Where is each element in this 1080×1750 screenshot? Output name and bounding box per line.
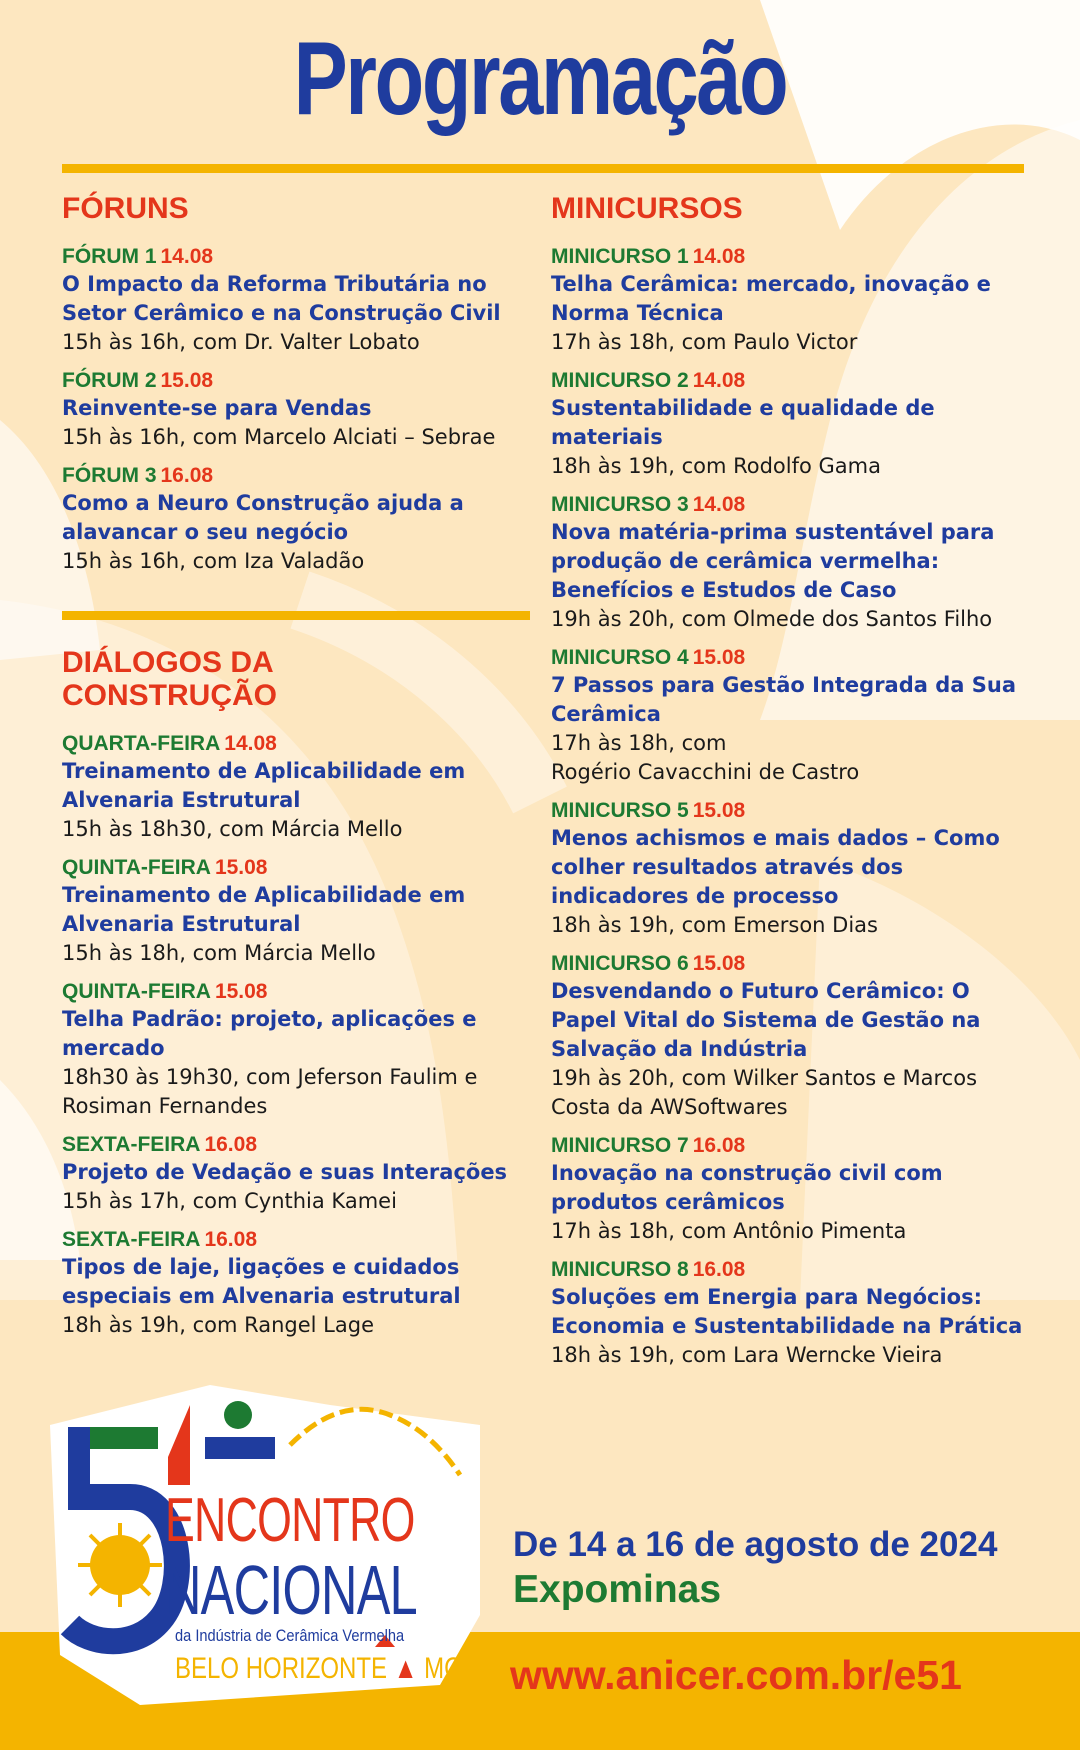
forum-item	[62, 462, 532, 576]
item-label: MINICURSO 7	[551, 1134, 689, 1157]
item-head	[551, 950, 1031, 977]
item-date: 16.08	[204, 1133, 258, 1156]
item-info: 18h às 19h, com Emerson Dias	[551, 913, 878, 937]
logo-line-nacional: NACIONAL	[165, 1551, 417, 1629]
item-head	[62, 243, 532, 270]
item-label: QUINTA-FEIRA	[62, 856, 211, 879]
item-title: Sustentabilidade e qualidade de materiais	[551, 396, 935, 449]
logo-city: BELO HORIZONTE ▲ MG	[175, 1652, 463, 1685]
item-info: 15h às 16h, com Dr. Valter Lobato	[62, 330, 420, 354]
item-title: Treinamento de Aplicabilidade em Alvenaria Estrutural	[62, 883, 466, 936]
foruns-heading: FÓRUNS	[62, 192, 189, 225]
minicurso-item	[551, 950, 1031, 1122]
item-head	[62, 367, 532, 394]
logo-subtitle: da Indústria de Cerâmica Vermelha	[175, 1626, 405, 1645]
item-info: 18h às 19h, com Lara Werncke Vieira	[551, 1343, 943, 1367]
item-info: 18h às 19h, com Rangel Lage	[62, 1313, 374, 1337]
item-title: Telha Cerâmica: mercado, inovação e Norma Técnica	[551, 272, 991, 325]
item-date: 15.08	[692, 646, 746, 669]
item-title: 7 Passos para Gestão Integrada da Sua Cerâmica	[551, 673, 1017, 726]
item-label: QUARTA-FEIRA	[62, 732, 221, 755]
item-head	[62, 730, 532, 757]
item-head	[551, 367, 1031, 394]
item-date: 16.08	[692, 1258, 746, 1281]
minicurso-item	[551, 797, 1031, 940]
dialogo-item	[62, 1226, 532, 1340]
foruns-section	[62, 192, 532, 586]
item-head	[62, 854, 532, 881]
item-info: 18h às 19h, com Rodolfo Gama	[551, 454, 881, 478]
item-head	[551, 1256, 1031, 1283]
item-head	[62, 462, 532, 489]
item-title: Soluções em Energia para Negócios: Economia e Sustentabilidade na Prática	[551, 1285, 1023, 1338]
item-head	[551, 491, 1031, 518]
item-date: 14.08	[160, 245, 214, 268]
dialogo-item	[62, 978, 532, 1121]
item-head	[62, 978, 532, 1005]
item-label: SEXTA-FEIRA	[62, 1133, 201, 1156]
item-date: 16.08	[160, 464, 214, 487]
item-title: Menos achismos e mais dados – Como colher resultados através dos indicadores de processo	[551, 826, 1000, 908]
item-head	[551, 243, 1031, 270]
item-title: Como a Neuro Construção ajuda a alavancar o seu negócio	[62, 491, 464, 544]
logo-city-name: BELO HORIZONTE	[175, 1652, 388, 1685]
item-title: Tipos de laje, ligações e cuidados especiais em Alvenaria estrutural	[62, 1255, 461, 1308]
item-date: 14.08	[692, 245, 746, 268]
item-title: Nova matéria-prima sustentável para produção de cerâmica vermelha: Benefícios e Estudos de Caso	[551, 520, 995, 602]
logo-state: MG	[424, 1652, 463, 1685]
item-date: 15.08	[214, 856, 268, 879]
event-dates: De 14 a 16 de agosto de 2024	[513, 1525, 998, 1564]
foruns-list	[62, 243, 532, 576]
left-divider	[62, 611, 530, 620]
logo-line-encontro: ENCONTRO	[165, 1486, 415, 1555]
item-info: 15h às 16h, com Marcelo Alciati – Sebrae	[62, 425, 496, 449]
item-info: 17h às 18h, com Paulo Victor	[551, 330, 858, 354]
minicurso-item	[551, 243, 1031, 357]
event-url-link[interactable]: www.anicer.com.br/e51	[510, 1652, 962, 1698]
item-label: FÓRUM 3	[62, 464, 157, 487]
item-info: 15h às 16h, com Iza Valadão	[62, 549, 365, 573]
item-date: 14.08	[692, 493, 746, 516]
item-label: MINICURSO 2	[551, 369, 689, 392]
item-head	[551, 797, 1031, 824]
item-label: MINICURSO 8	[551, 1258, 689, 1281]
dialogos-section	[62, 646, 532, 1350]
item-date: 15.08	[214, 980, 268, 1003]
item-info: 18h30 às 19h30, com Jeferson Faulim e Rosiman Fernandes	[62, 1065, 478, 1118]
item-date: 16.08	[692, 1134, 746, 1157]
item-label: FÓRUM 1	[62, 245, 157, 268]
page-title: Programação	[293, 21, 787, 137]
item-info: 15h às 18h, com Márcia Mello	[62, 941, 376, 965]
item-label: MINICURSO 4	[551, 646, 689, 669]
item-info: 19h às 20h, com Wilker Santos e Marcos Costa da AWSoftwares	[551, 1066, 978, 1119]
event-venue: Expominas	[513, 1568, 722, 1611]
item-info: 17h às 18h, com Antônio Pimenta	[551, 1219, 907, 1243]
item-head	[551, 1132, 1031, 1159]
minicurso-item	[551, 367, 1031, 481]
minicurso-item	[551, 644, 1031, 787]
dialogo-item	[62, 730, 532, 844]
item-title: Reinvente-se para Vendas	[62, 396, 372, 420]
minicurso-item	[551, 491, 1031, 634]
item-head	[551, 644, 1031, 671]
item-date: 14.08	[224, 732, 277, 755]
minicursos-heading: MINICURSOS	[551, 192, 743, 225]
minicurso-item	[551, 1256, 1031, 1370]
item-label: MINICURSO 3	[551, 493, 689, 516]
forum-item	[62, 243, 532, 357]
item-label: FÓRUM 2	[62, 369, 157, 392]
item-date: 15.08	[692, 952, 746, 975]
top-divider	[62, 164, 1024, 173]
item-title: Desvendando o Futuro Cerâmico: O Papel Vital do Sistema de Gestão na Salvação da Indústria	[551, 979, 981, 1061]
item-date: 14.08	[692, 369, 746, 392]
item-info: 17h às 18h, com Rogério Cavacchini de Castro	[551, 731, 860, 784]
dialogo-item	[62, 1131, 532, 1216]
item-title: O Impacto da Reforma Tributária no Setor Cerâmico e na Construção Civil	[62, 272, 501, 325]
item-info: 15h às 18h30, com Márcia Mello	[62, 817, 403, 841]
item-title: Projeto de Vedação e suas Interações	[62, 1160, 508, 1184]
dialogo-item	[62, 854, 532, 968]
item-info: 15h às 17h, com Cynthia Kamei	[62, 1189, 397, 1213]
item-title: Telha Padrão: projeto, aplicações e mercado	[62, 1007, 477, 1060]
item-head	[62, 1226, 532, 1253]
forum-item	[62, 367, 532, 452]
item-date: 15.08	[692, 799, 746, 822]
item-label: MINICURSO 1	[551, 245, 689, 268]
minicursos-list	[551, 243, 1031, 1370]
item-label: QUINTA-FEIRA	[62, 980, 211, 1003]
item-title: Inovação na construção civil com produtos cerâmicos	[551, 1161, 943, 1214]
item-label: MINICURSO 5	[551, 799, 689, 822]
item-title: Treinamento de Aplicabilidade em Alvenaria Estrutural	[62, 759, 466, 812]
minicurso-item	[551, 1132, 1031, 1246]
minicursos-section	[551, 192, 1031, 1380]
dialogos-heading: DIÁLOGOS DA CONSTRUÇÃO	[62, 646, 277, 712]
item-head	[62, 1131, 532, 1158]
item-date: 16.08	[204, 1228, 258, 1251]
item-label: MINICURSO 6	[551, 952, 689, 975]
dialogos-list	[62, 730, 532, 1340]
item-label: SEXTA-FEIRA	[62, 1228, 201, 1251]
item-date: 15.08	[160, 369, 214, 392]
item-info: 19h às 20h, com Olmede dos Santos Filho	[551, 607, 993, 631]
